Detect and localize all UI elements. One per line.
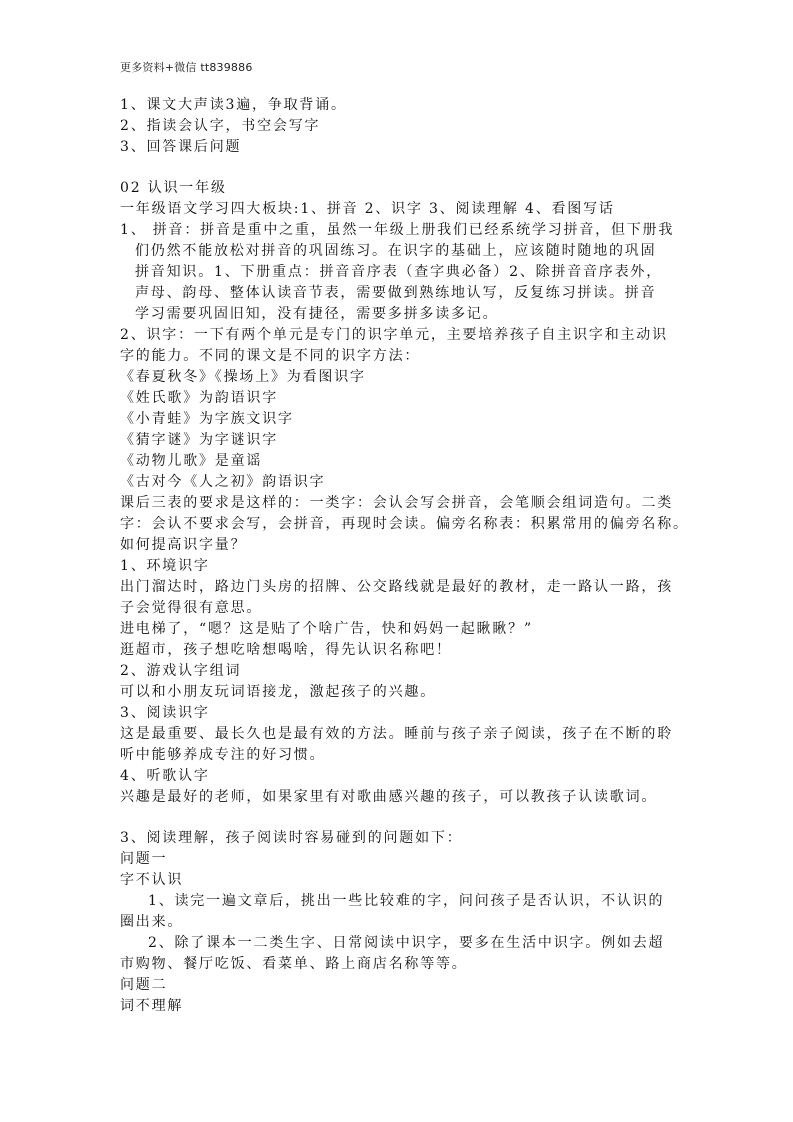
text-line: 1、课文大声读3遍，争取背诵。 bbox=[120, 97, 347, 113]
text-line: 进电梯了，“嗯？这是贴了个啥广告，快和妈妈一起瞅瞅？” bbox=[120, 621, 533, 637]
text-line: 可以和小朋友玩词语接龙，激起孩子的兴趣。 bbox=[120, 684, 436, 700]
text-line: 们仍然不能放松对拼音的巩固练习。在识字的基础上，应该随时随地的巩固 bbox=[135, 243, 657, 259]
text-line: 2、游戏认字组词 bbox=[120, 663, 242, 679]
text-line: 兴趣是最好的老师，如果家里有对歌曲感兴趣的孩子，可以教孩子认读歌词。 bbox=[120, 789, 658, 805]
text-line: 子会觉得很有意思。 bbox=[120, 600, 263, 616]
text-line: 《姓氏歌》为韵语识字 bbox=[120, 390, 278, 406]
text-line: 4、听歌认字 bbox=[120, 768, 210, 784]
text-line: 2、识字：一下有两个单元是专门的识字单元，主要培养孩子自主识字和主动识 bbox=[120, 327, 668, 343]
text-line: 问题一 bbox=[120, 851, 168, 867]
text-line: 词不理解 bbox=[120, 998, 184, 1014]
text-line: 圈出来。 bbox=[120, 914, 184, 930]
text-line: 字不认识 bbox=[120, 872, 184, 888]
text-line: 3、阅读理解，孩子阅读时容易碰到的问题如下： bbox=[120, 830, 463, 846]
text-line: 问题二 bbox=[120, 977, 168, 993]
header-note: 更多资料+微信 tt839886 bbox=[120, 61, 253, 74]
text-line: 字的能力。不同的课文是不同的识字方法： bbox=[120, 348, 421, 364]
text-line: 《猜字谜》为字谜识字 bbox=[120, 432, 278, 448]
text-line: 3、阅读识字 bbox=[120, 705, 210, 721]
text-line: 市购物、餐厅吃饭、看菜单、路上商店名称等等。 bbox=[120, 956, 468, 972]
section-heading: 02 认识一年级 bbox=[120, 180, 227, 196]
text-line: 拼音知识。1、下册重点：拼音音序表（查字典必备）2、除拼音音序表外， bbox=[135, 264, 663, 280]
text-line: 课后三表的要求是这样的：一类字：会认会写会拼音，会笔顺会组词造句。二类 bbox=[120, 495, 673, 511]
text-line: 1、读完一遍文章后，挑出一些比较难的字，问问孩子是否认识，不认识的 bbox=[148, 893, 665, 909]
text-line: 1、环境识字 bbox=[120, 558, 210, 574]
text-line: 《动物儿歌》是童谣 bbox=[120, 453, 263, 469]
text-line: 字：会认不要求会写，会拼音，再现时会读。偏旁名称表：积累常用的偏旁名称。 bbox=[120, 516, 689, 532]
text-line: 《古对今《人之初》韵语识字 bbox=[120, 474, 326, 490]
text-line: 一年级语文学习四大板块:1、拼音 2、识字 3、阅读理解 4、看图写话 bbox=[120, 201, 615, 217]
text-line: 听中能够养成专注的好习惯。 bbox=[120, 747, 326, 763]
text-line: 逛超市，孩子想吃啥想喝啥，得先认识名称吧！ bbox=[120, 642, 452, 658]
text-line: 如何提高识字量？ bbox=[120, 537, 247, 553]
text-line: 2、指读会认字，书空会写字 bbox=[120, 118, 321, 134]
text-line: 《春夏秋冬》《操场上》为看图识字 bbox=[120, 369, 366, 385]
text-line: 《小青蛙》为字族文识字 bbox=[120, 411, 294, 427]
text-line: 1、 拼音：拼音是重中之重，虽然一年级上册我们已经系统学习拼音，但下册我 bbox=[120, 222, 675, 238]
text-line: 学习需要巩固旧知，没有捷径，需要多拼多读多记。 bbox=[135, 306, 499, 322]
text-line: 2、除了课本一二类生字、日常阅读中识字，要多在生活中识字。例如去超 bbox=[148, 935, 665, 951]
text-line: 3、回答课后问题 bbox=[120, 139, 242, 155]
text-line: 出门溜达时，路边门头房的招牌、公交路线就是最好的教材，走一路认一路，孩 bbox=[120, 579, 673, 595]
text-line: 声母、韵母、整体认读音节表，需要做到熟练地认写，反复练习拼读。拼音 bbox=[135, 285, 657, 301]
text-line: 这是最重要、最长久也是最有效的方法。睡前与孩子亲子阅读，孩子在不断的聆 bbox=[120, 726, 673, 742]
